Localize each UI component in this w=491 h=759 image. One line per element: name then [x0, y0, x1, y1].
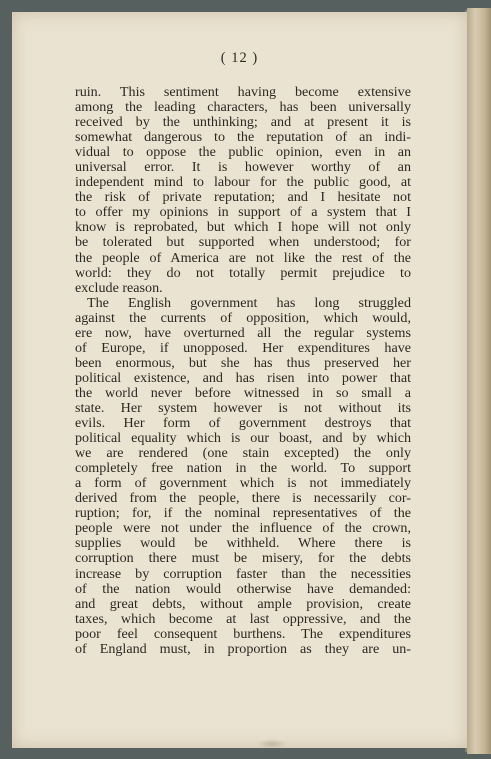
text-line: people were not under the influence of the crown,: [75, 520, 411, 537]
text-line: ruption; for, if the nominal representatives of the: [75, 505, 411, 522]
text-line: the people of America are not like the rest of the: [75, 249, 411, 266]
text-line: somewhat dangerous to the reputation of an indi-: [75, 129, 411, 146]
text-line: The English government has long struggled: [87, 294, 411, 311]
text-line: completely free nation in the world. To support: [75, 460, 411, 477]
text-line: exclude reason.: [75, 279, 163, 296]
text-line: be tolerated but supported when understood; for: [75, 234, 411, 251]
book-page: [12, 12, 467, 748]
body-text: [75, 85, 411, 657]
text-line: we are rendered (one stain excepted) the only: [75, 445, 411, 462]
text-line: political equality which is our boast, and by which: [75, 430, 411, 447]
text-line: of England must, in proportion as they are un-: [75, 640, 411, 657]
text-line: taxes, which become at last oppressive, and the: [75, 610, 411, 627]
text-line: and great debts, without ample provision, create: [75, 595, 411, 612]
text-line: the world never before witnessed in so small a: [75, 384, 411, 401]
text-line: world: they do not totally permit prejudice to: [75, 264, 411, 281]
text-line: of Europe, if unopposed. Her expenditures have: [75, 339, 411, 356]
text-line: supplies would be withheld. Where there is: [75, 535, 411, 552]
text-line: evils. Her form of government destroys that: [75, 415, 411, 432]
text-line: ere now, have overturned all the regular systems: [75, 324, 411, 341]
book-binding: [467, 8, 491, 754]
text-line: state. Her system however is not without its: [75, 399, 411, 416]
text-line: been enormous, but she has thus preserved her: [75, 354, 411, 371]
text-line: independent mind to labour for the public good, at: [75, 174, 411, 191]
text-line: of the nation would otherwise have demanded:: [75, 580, 411, 597]
text-line: to offer my opinions in support of a system that I: [75, 204, 411, 221]
text-line: vidual to oppose the public opinion, even in an: [75, 144, 411, 161]
text-line: the risk of private reputation; and I hesitate not: [75, 189, 411, 206]
text-line: against the currents of opposition, which would,: [75, 309, 411, 326]
page-smudge: [257, 739, 287, 749]
page-number: ( 12 ): [220, 50, 259, 66]
text-line: a form of government which is not immediately: [75, 475, 411, 492]
text-line: corruption there must be misery, for the debts: [75, 550, 411, 567]
text-line: increase by corruption faster than the necessities: [75, 565, 411, 582]
text-line: universal error. It is however worthy of an: [75, 159, 411, 176]
text-line: among the leading characters, has been universally: [75, 99, 411, 116]
text-line: know is reprobated, but which I hope will not only: [75, 219, 411, 236]
text-line: poor feel consequent burthens. The expenditures: [75, 625, 411, 642]
text-line: received by the unthinking; and at present it is: [75, 114, 411, 131]
text-line: ruin. This sentiment having become extensive: [75, 84, 411, 100]
text-line: political existence, and has risen into power that: [75, 369, 411, 386]
text-line: derived from the people, there is necessarily cor-: [75, 490, 411, 507]
